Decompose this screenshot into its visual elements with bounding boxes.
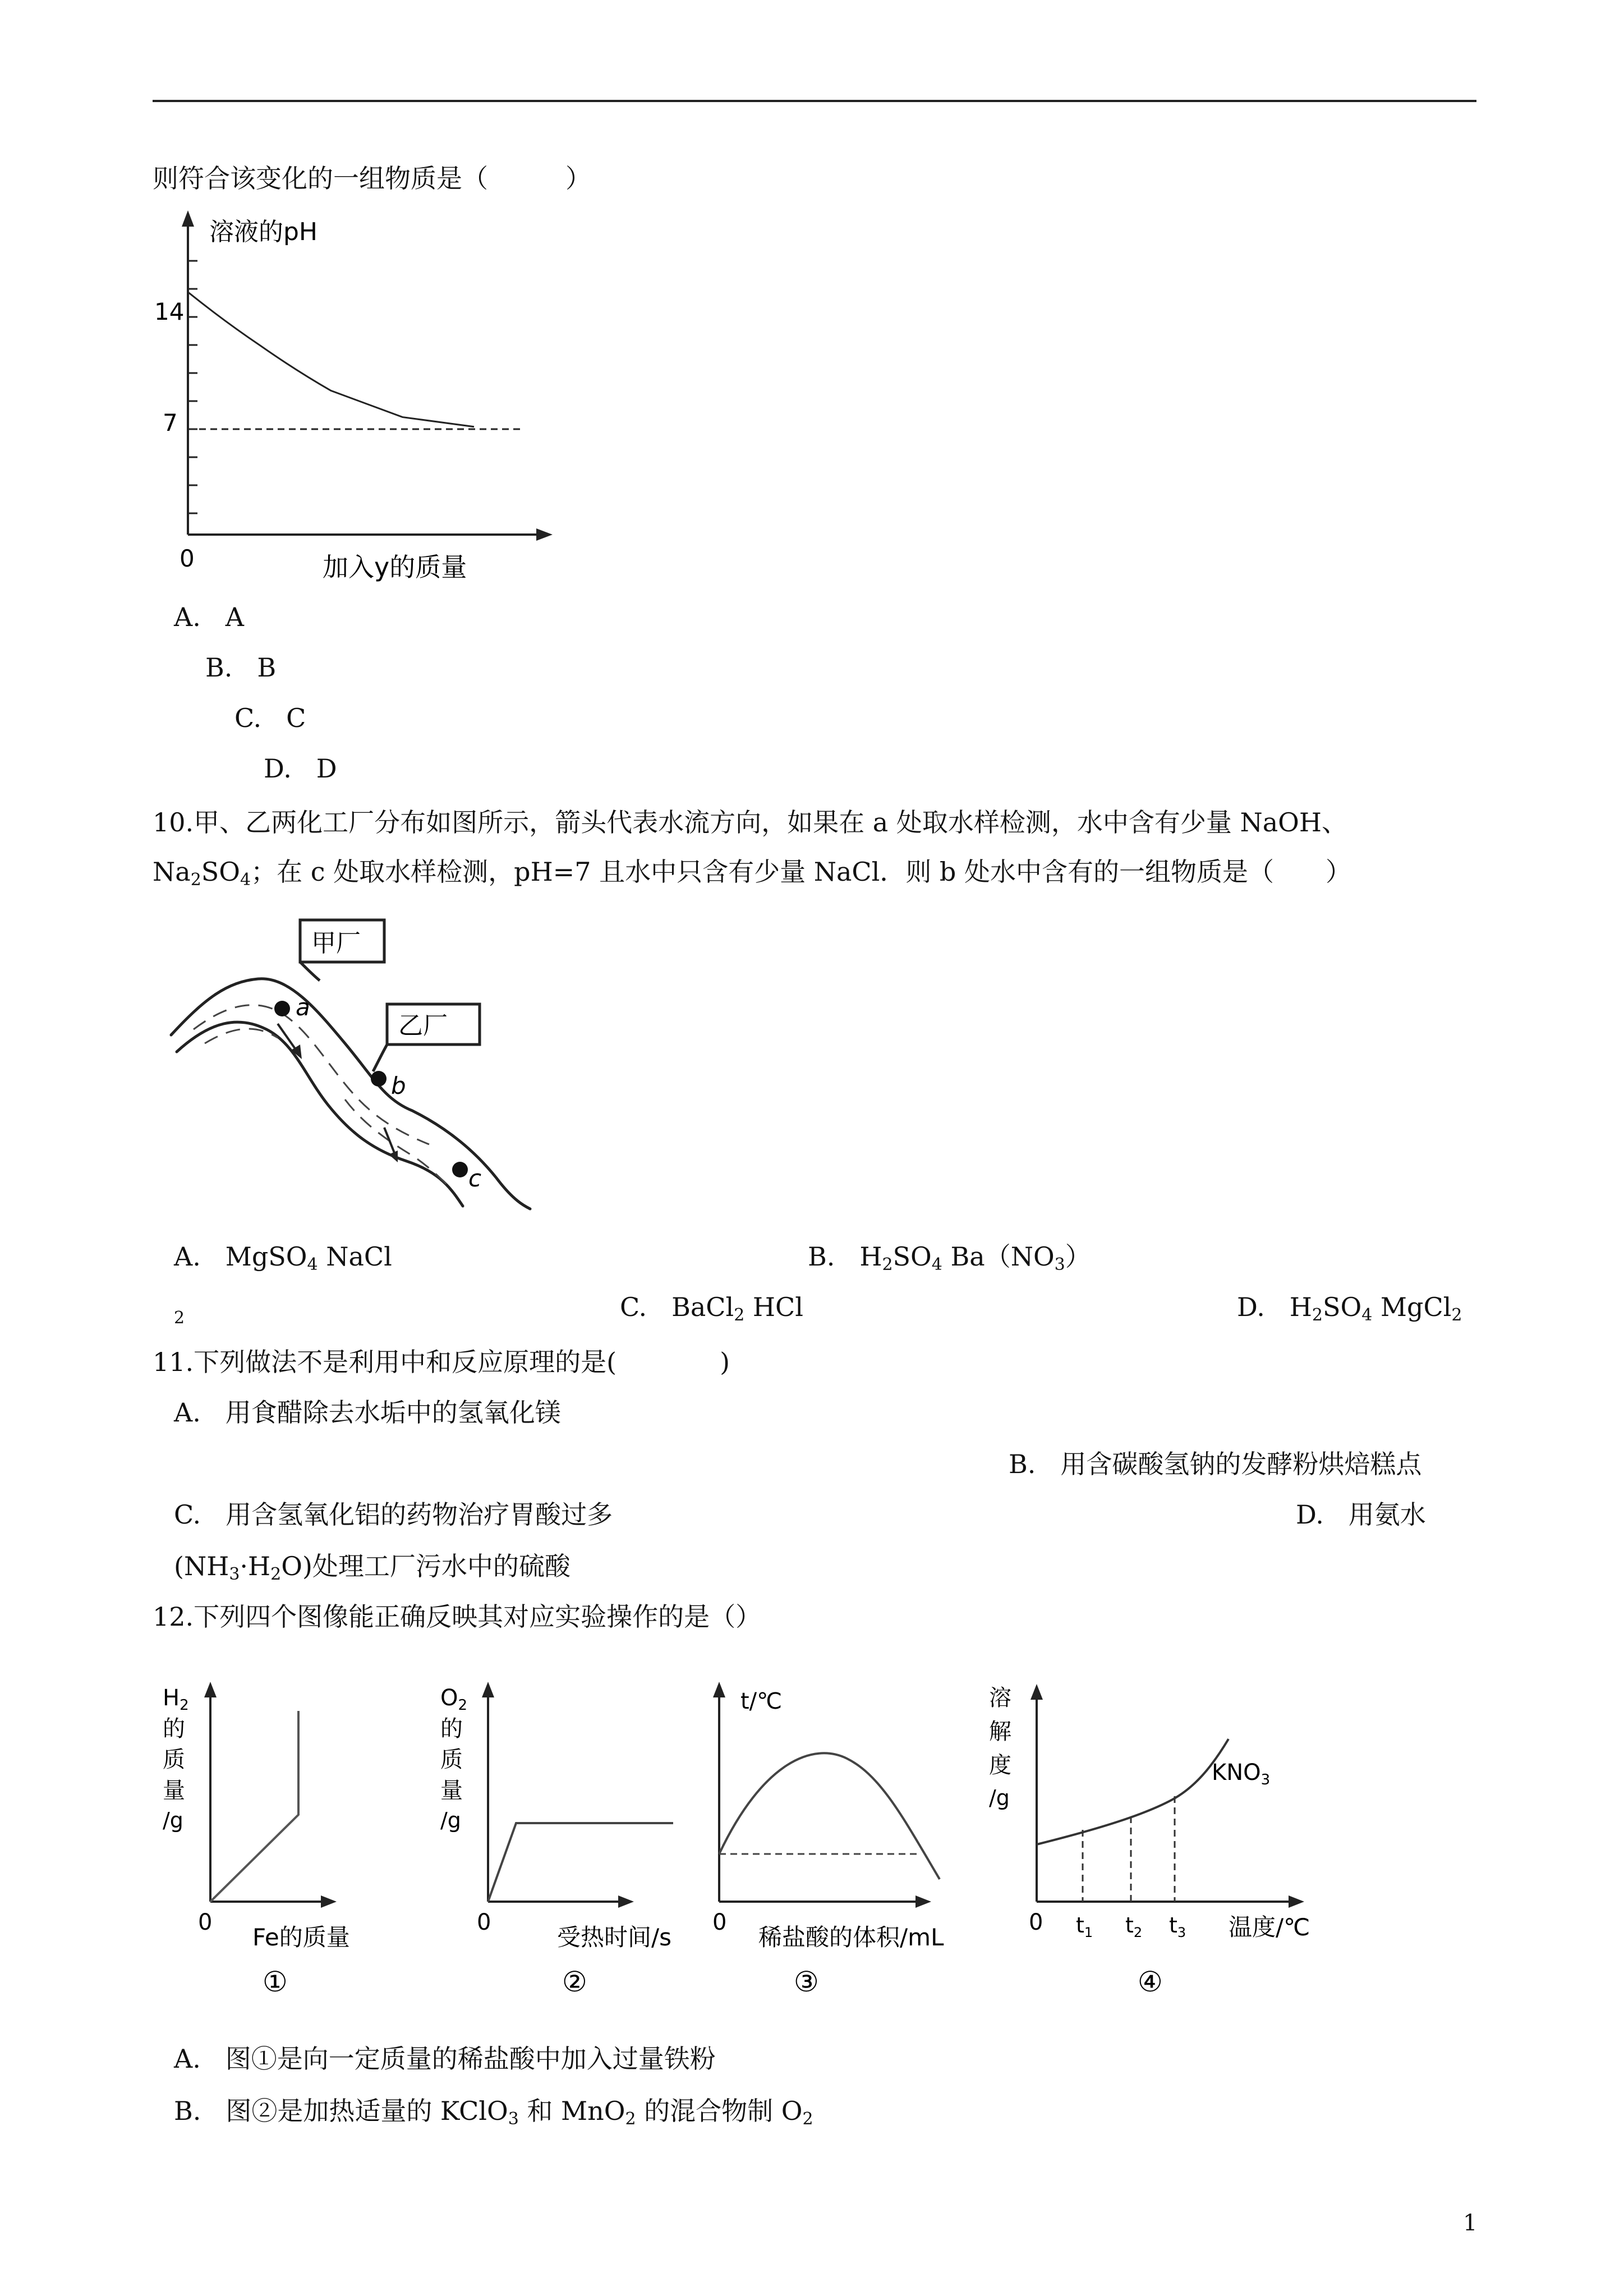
svg-text:的: 的: [163, 1716, 185, 1742]
g2-ylabel: $O_2$: [440, 1685, 468, 1714]
g2-number: ②: [562, 1966, 587, 1998]
g2-origin: 0: [477, 1910, 491, 1935]
q9-tick-14: 14: [154, 298, 185, 325]
q10-option-a: A. MgSO$_4$ NaCl: [174, 1241, 392, 1274]
g4-xlabel: 温度/℃: [1229, 1913, 1310, 1941]
g3-number: ③: [794, 1966, 819, 1998]
q12-option-b: B. 图②是加热适量的 KClO$_3$ 和 MnO$_2$ 的混合物制 $O_2$: [174, 2096, 813, 2129]
svg-text:/g: /g: [440, 1808, 461, 1833]
svg-text:量: 量: [163, 1778, 185, 1803]
q9-option-c: C. C: [234, 703, 306, 733]
q12-option-a: A. 图①是向一定质量的稀盐酸中加入过量铁粉: [174, 2044, 716, 2074]
q9-ylabel: 溶液的pH: [209, 218, 318, 246]
g4-t2: $t_2$: [1125, 1913, 1143, 1940]
svg-text:量: 量: [440, 1778, 463, 1803]
factory-jia-label: 甲厂: [311, 929, 361, 958]
svg-text:质: 质: [440, 1747, 463, 1773]
g2-xlabel: 受热时间/s: [557, 1924, 672, 1951]
point-c-dot: [452, 1162, 468, 1177]
q10-option-d: D. $H_2SO_4$ MgCl$_2$: [1237, 1292, 1462, 1325]
g4-kno3-label: $KNO_3$: [1212, 1760, 1271, 1788]
point-a-label: a: [296, 993, 310, 1021]
q9-xlabel: 加入y的质量: [323, 552, 467, 582]
q9-ph-curve: [188, 292, 474, 427]
q11-stem: 11.下列做法不是利用中和反应原理的是( ): [153, 1347, 730, 1377]
g4-origin: 0: [1029, 1910, 1043, 1935]
q12-stem: 12.下列四个图像能正确反映其对应实验操作的是（）: [153, 1602, 762, 1632]
q10-option-b: B. $H_2SO_4$ $Ba(NO_3)$: [808, 1241, 1091, 1274]
q10-stem-line2: $Na_2SO_4$；在 c 处取水样检测，pH=7 且水中只含有少量 NaCl．则 b 处水中含有的一组物质是（ ）: [153, 857, 1352, 890]
svg-text:质: 质: [163, 1747, 185, 1773]
g1-ylabel: $H_2$: [163, 1685, 189, 1714]
g4-t1: $t_1$: [1076, 1913, 1093, 1940]
q9-x-arrow: [536, 528, 553, 541]
g3-ylabel: t/℃: [740, 1688, 783, 1714]
q11-option-c: C. 用含氢氧化铝的药物治疗胃酸过多: [174, 1499, 613, 1530]
g3-xlabel: 稀盐酸的体积/mL: [758, 1924, 944, 1951]
g1-xlabel: Fe的质量: [252, 1924, 350, 1951]
q12-graph-2: [438, 1677, 696, 2003]
g1-h2-curve: [210, 1711, 298, 1902]
q9-option-d: D. D: [264, 753, 337, 784]
q10-river-map: [160, 914, 541, 1228]
q9-option-b: B. B: [205, 652, 277, 683]
svg-text:解: 解: [989, 1719, 1011, 1745]
g3-temperature-curve: [719, 1753, 940, 1879]
point-b-dot: [371, 1071, 387, 1087]
svg-text:度: 度: [989, 1752, 1011, 1778]
svg-text:溶: 溶: [989, 1685, 1011, 1711]
point-b-label: b: [391, 1072, 406, 1099]
svg-text:/g: /g: [989, 1786, 1010, 1810]
header-rule: [153, 100, 1476, 102]
q10-option-b-wrap: 2: [174, 1308, 185, 1328]
g4-t3: $t_3$: [1169, 1913, 1186, 1940]
q9-stem: 则符合该变化的一组物质是（ ）: [153, 163, 591, 194]
g1-number: ①: [263, 1966, 288, 1998]
g2-o2-curve: [488, 1823, 673, 1902]
g1-origin: 0: [198, 1910, 213, 1935]
q12-graph-1: [151, 1677, 350, 2003]
q10-option-c: C. BaCl$_2$ HCl: [620, 1292, 803, 1325]
q11-option-a: A. 用食醋除去水垢中的氢氧化镁: [174, 1397, 561, 1428]
q11-option-d: D. 用氨水: [1296, 1499, 1426, 1530]
svg-text:的: 的: [440, 1716, 463, 1742]
g3-origin: 0: [712, 1910, 727, 1935]
q9-y-arrow: [182, 210, 194, 227]
g4-solubility-curve: [1037, 1739, 1229, 1844]
point-c-label: c: [468, 1165, 482, 1192]
q12-graph-3: [701, 1677, 982, 2003]
factory-yi-label: 乙厂: [398, 1011, 448, 1040]
q9-ph-graph: [151, 208, 555, 595]
q9-tick-7: 7: [163, 409, 178, 436]
q9-origin: 0: [180, 545, 195, 572]
q12-graph-4: [987, 1677, 1346, 2003]
page-number: 1: [1463, 2210, 1478, 2236]
q11-option-d-continued: $(NH_3\cdot H_2O)$处理工厂污水中的硫酸: [174, 1551, 571, 1584]
q11-option-b: B. 用含碳酸氢钠的发酵粉烘焙糕点: [1009, 1449, 1422, 1479]
g4-number: ④: [1138, 1966, 1163, 1998]
q10-stem-line1: 10.甲、乙两化工厂分布如图所示，箭头代表水流方向，如果在 a 处取水样检测，水中含有少量 NaOH、: [153, 807, 1347, 838]
svg-text:/g: /g: [163, 1808, 183, 1833]
point-a-dot: [274, 1001, 290, 1016]
q9-option-a: A. A: [174, 602, 244, 632]
